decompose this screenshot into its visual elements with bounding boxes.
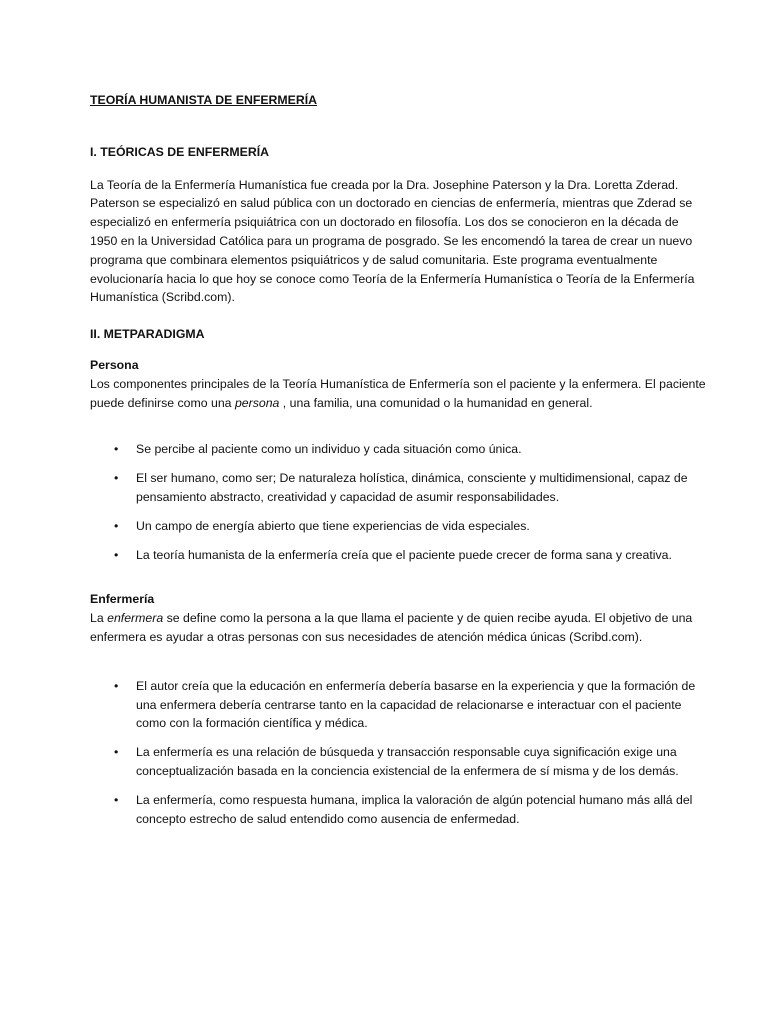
section-2-heading: II. METPARADIGMA [90, 327, 205, 342]
enfermeria-emphasis: enfermera [107, 611, 164, 626]
persona-emphasis: persona [234, 395, 280, 410]
enfermeria-heading: Enfermería [90, 592, 155, 607]
section-1-heading: I. TEÓRICAS DE ENFERMERÍA [90, 144, 270, 159]
section-1-paragraph: La Teoría de la Enfermería Humanística fue creada por la Dra. Josephine Paterson y la Dra. Loretta Zderad. Paterson se especializó en salud pública con un doctorado en ciencias de enfermería, mientras que Zderad se especializó en enfermería psiquiátrica con un doctorado en filosofía. Los dos se conocieron en la década de 1950 en la Universidad Católica para un programa de posgrado. Se les encomendó la tarea de crear un nuevo programa que combinara elementos psiquiátricos y de salud comunitaria. Este programa eventualmente evolucionaría hacia lo que hoy se conoce como Teoría de la Enfermería Humanística o Teoría de la Enfermería Humanística (Scribd.com). [90, 177, 695, 305]
persona-text-after: , una familia, una comunidad o la humanidad en general. [279, 395, 593, 410]
enfermeria-bullet-item: • La enfermería es una relación de búsqueda y transacción responsable cuya significación exige una conceptualización basada en la conciencia existencial de la enfermera de sí misma y de los demás. [90, 743, 708, 781]
persona-heading: Persona [90, 357, 139, 372]
persona-bullet-item: • Un campo de energía abierto que tiene experiencias de vida especiales. [90, 517, 708, 536]
persona-bullet-item: • La teoría humanista de la enfermería creía que el paciente puede crecer de forma sana y creativa. [90, 546, 708, 565]
persona-bullet-item: • Se percibe al paciente como un individuo y cada situación como única. [90, 440, 708, 459]
document-title: TEORÍA HUMANISTA DE ENFERMERÍA [90, 93, 318, 107]
enfermeria-paragraph [90, 609, 708, 647]
enfermeria-bullet-item: • El autor creía que la educación en enfermería debería basarse en la experiencia y que la formación de una enfermera debería centrarse tanto en la capacidad de relacionarse e interactuar con el paciente como con la formación científica y médica. [90, 677, 708, 733]
enfermeria-bullet-item: • La enfermería, como respuesta humana, implica la valoración de algún potencial humano más allá del concepto estrecho de salud entendido como ausencia de enfermedad. [90, 791, 708, 829]
enfermeria-text-before: La [90, 611, 108, 626]
persona-text-before: Los componentes principales de la Teoría Humanística de Enfermería son el paciente y la enfermera. El paciente puede definirse como una [90, 376, 706, 410]
persona-bullet-list [90, 440, 708, 564]
enfermeria-bullet-list [90, 677, 708, 829]
enfermeria-text-after: se define como la persona a la que llama el paciente y de quien recibe ayuda. El objetivo de una enfermera es ayudar a otras personas con sus necesidades de atención médica únicas (Scribd.com). [90, 611, 693, 644]
persona-paragraph [90, 375, 708, 413]
persona-bullet-item: • El ser humano, como ser; De naturaleza holística, dinámica, consciente y multidimensional, capaz de pensamiento abstracto, creatividad y capacidad de asumir responsabilidades. [90, 469, 708, 507]
